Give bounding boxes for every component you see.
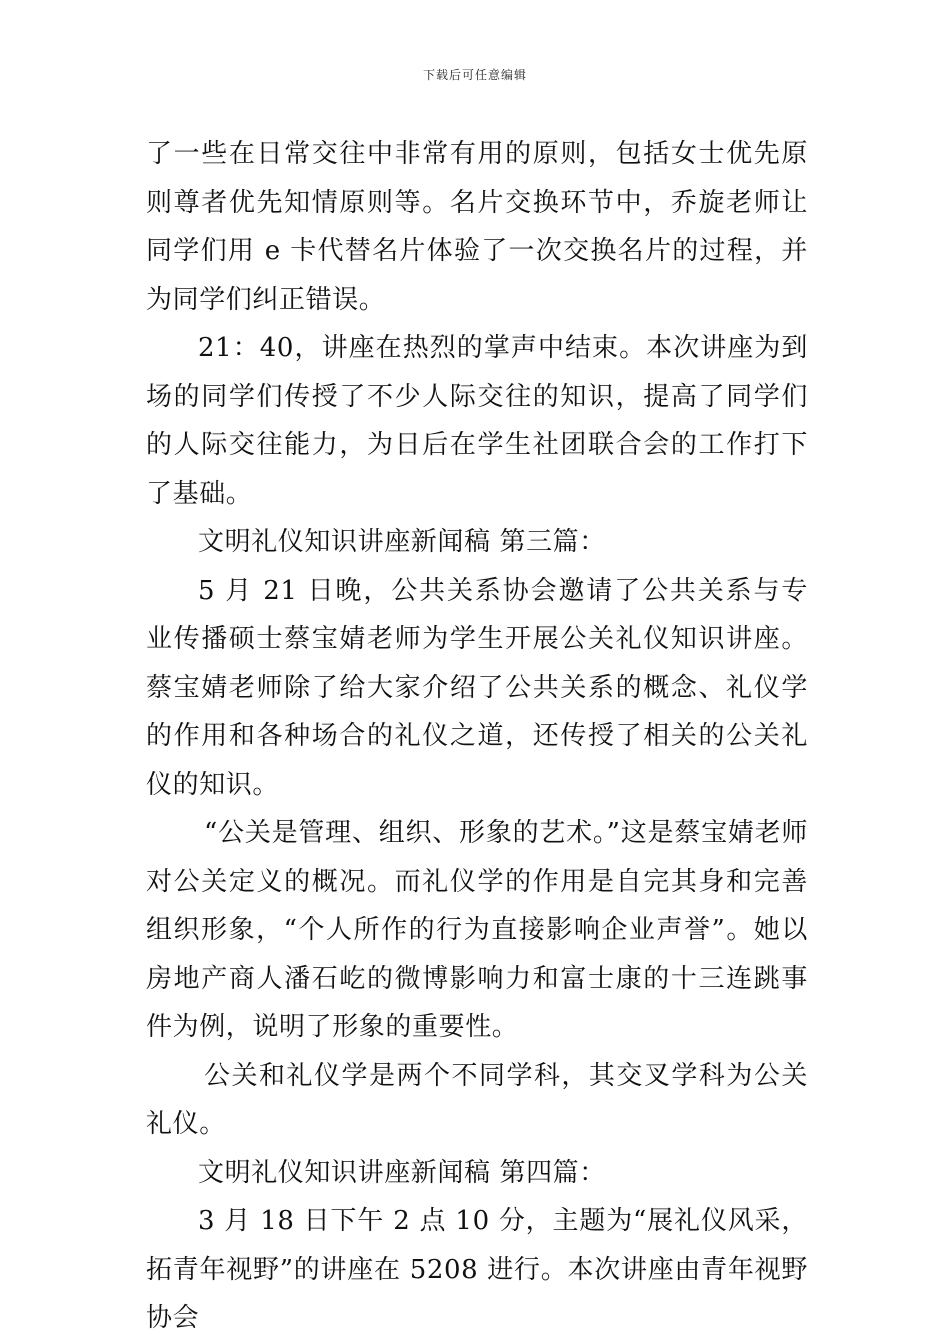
document-body [146,130,808,1343]
page-header-note: 下载后可任意编辑 [422,68,527,82]
paragraph-event-intro: 3 月 18 日下午 2 点 10 分，主题为“展礼仪风采，拓青年视野”的讲座在 5208 进行。本次讲座由青年视野协会 [146,1206,808,1333]
paragraph-pr-definition: “公关是管理、组织、形象的艺术。”这是蔡宝婧老师对公关定义的概况。而礼仪学的作用是自完其身和完善组织形象，“个人所作的行为直接影响企业声誉”。她以房地产商人潘石屹的微博影响力和富士康的十三连跳事件为例，说明了形象的重要性。 [146,818,808,1042]
section-heading-part-four: 文明礼仪知识讲座新闻稿 第四篇： [198,1157,606,1188]
paragraph-continuation: 了一些在日常交往中非常有用的原则，包括女士优先原则尊者优先知情原则等。名片交换环节中，乔旋老师让同学们用 e 卡代替名片体验了一次交换名片的过程，并为同学们纠正错误。 [146,139,808,315]
paragraph-lecture-intro: 5 月 21 日晚，公共关系协会邀请了公共关系与专业传播硕士蔡宝婧老师为学生开展公关礼仪知识讲座。蔡宝婧老师除了给大家介绍了公共关系的概念、礼仪学的作用和各种场合的礼仪之道，还传授了相关的公关礼仪的知识。 [146,575,808,800]
section-heading-part-three: 文明礼仪知识讲座新闻稿 第三篇： [198,527,606,557]
paragraph-disciplines: 公关和礼仪学是两个不同学科，其交叉学科为公关礼仪。 [146,1060,808,1139]
paragraph-closing: 21：40，讲座在热烈的掌声中结束。本次讲座为到场的同学们传授了不少人际交往的知识，提高了同学们的人际交往能力，为日后在学生社团联合会的工作打下了基础。 [146,333,808,509]
